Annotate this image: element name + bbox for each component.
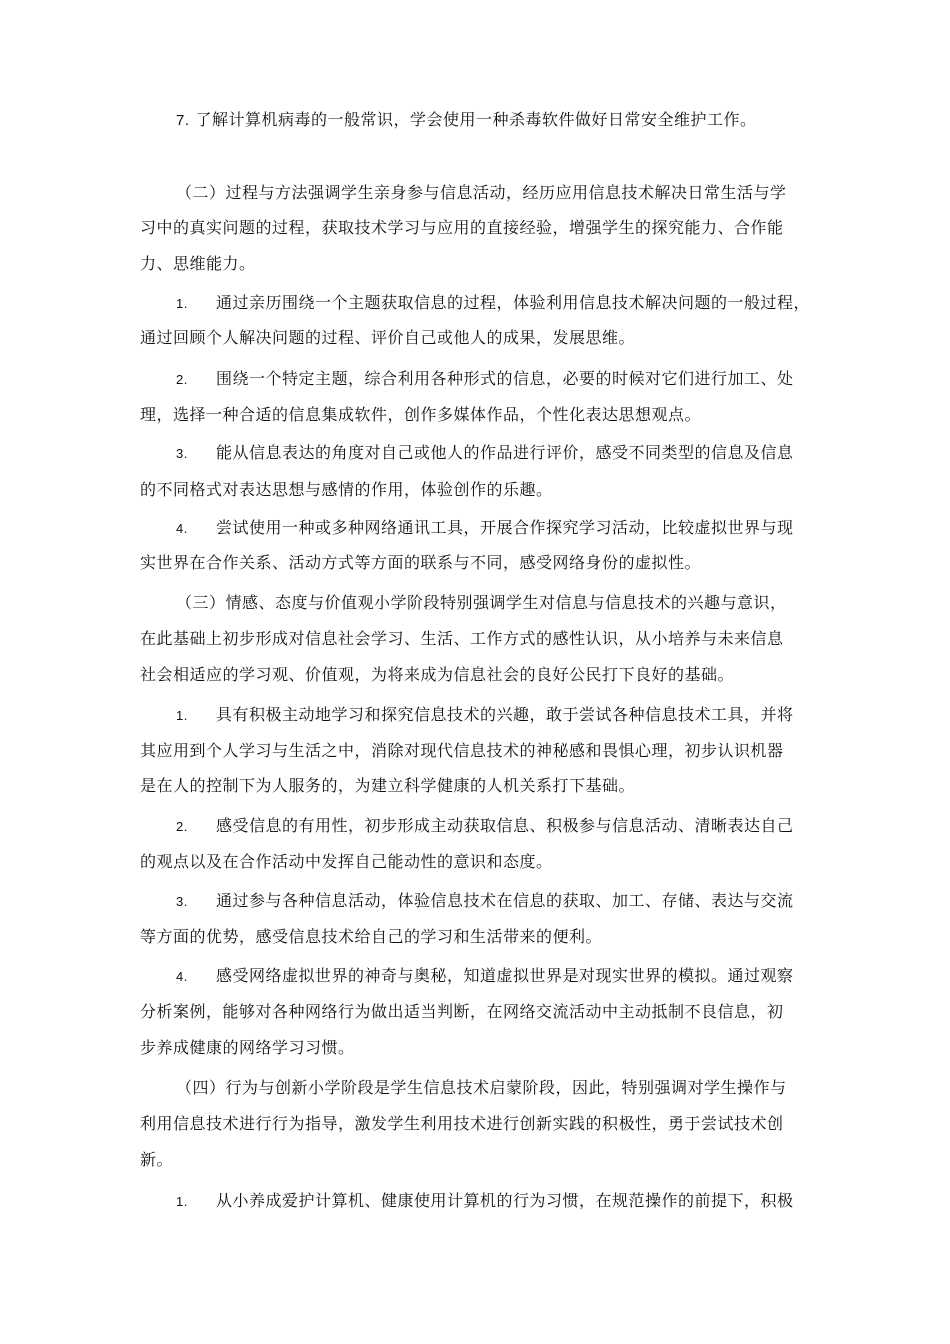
sec3-heading-line-3: 社会相适应的学习观、价值观，为将来成为信息社会的良好公民打下良好的基础。 <box>140 665 735 684</box>
sec2-item-3-line-2: 的不同格式对表达思想与感情的作用，体验创作的乐趣。 <box>140 480 553 499</box>
sec3-item-3-line-2: 等方面的优势，感受信息技术给自己的学习和生活带来的便利。 <box>140 927 603 946</box>
sec3-item-3-line-1 <box>140 890 794 913</box>
sec2-item-4-line-2: 实世界在合作关系、活动方式等方面的联系与不同，感受网络身份的虚拟性。 <box>140 553 702 572</box>
item-7-text: 了解计算机病毒的一般常识，学会使用一种杀毒软件做好日常安全维护工作。 <box>195 110 757 129</box>
sec3-item-2-text: 感受信息的有用性，初步形成主动获取信息、积极参与信息活动、清晰表达自己 <box>216 816 794 835</box>
sec3-item-3-number: 3. <box>176 894 188 909</box>
item-7-line <box>176 109 757 132</box>
sec2-item-1-line-1 <box>140 292 810 315</box>
sec2-item-1-line-2: 通过回顾个人解决问题的过程、评价自己或他人的成果，发展思维。 <box>140 328 636 347</box>
sec2-item-2-text: 围绕一个特定主题，综合利用各种形式的信息，必要的时候对它们进行加工、处 <box>216 369 794 388</box>
sec3-item-4-line-3: 步养成健康的网络学习习惯。 <box>140 1038 355 1057</box>
sec3-item-2-line-2: 的观点以及在合作活动中发挥自己能动性的意识和态度。 <box>140 852 553 871</box>
sec4-item-1-number: 1. <box>176 1194 188 1209</box>
sec3-item-2-line-1 <box>140 815 794 838</box>
sec3-item-3-text: 通过参与各种信息活动，体验信息技术在信息的获取、加工、存储、表达与交流 <box>216 891 794 910</box>
sec2-item-1-text: 通过亲历围绕一个主题获取信息的过程，体验利用信息技术解决问题的一般过程， <box>216 293 811 312</box>
sec3-item-4-line-1 <box>140 965 794 988</box>
sec2-item-1-number: 1. <box>176 296 188 311</box>
sec3-item-4-line-2: 分析案例，能够对各种网络行为做出适当判断，在网络交流活动中主动抵制不良信息，初 <box>140 1002 784 1021</box>
sec2-heading-line-3: 力、思维能力。 <box>140 254 256 273</box>
sec3-item-1-line-3: 是在人的控制下为人服务的，为建立科学健康的人机关系打下基础。 <box>140 776 636 795</box>
sec4-heading-line-1: （四）行为与创新小学阶段是学生信息技术启蒙阶段，因此，特别强调对学生操作与 <box>176 1078 787 1097</box>
sec3-item-1-text: 具有积极主动地学习和探究信息技术的兴趣，敢于尝试各种信息技术工具，并将 <box>216 705 794 724</box>
sec2-item-3-number: 3. <box>176 446 188 461</box>
sec3-heading-line-2: 在此基础上初步形成对信息社会学习、生活、工作方式的感性认识，从小培养与未来信息 <box>140 629 784 648</box>
sec2-item-2-number: 2. <box>176 372 188 387</box>
sec3-item-4-text: 感受网络虚拟世界的神奇与奥秘，知道虚拟世界是对现实世界的模拟。通过观察 <box>216 966 794 985</box>
item-7-number: 7. <box>176 112 190 129</box>
sec3-item-1-number: 1. <box>176 708 188 723</box>
sec4-item-1-text: 从小养成爱护计算机、健康使用计算机的行为习惯，在规范操作的前提下，积极 <box>216 1191 794 1210</box>
sec2-item-4-line-1 <box>140 517 794 540</box>
sec4-heading-line-3: 新。 <box>140 1150 174 1169</box>
sec3-item-1-line-1 <box>140 704 794 727</box>
sec2-heading-line-1: （二）过程与方法强调学生亲身参与信息活动，经历应用信息技术解决日常生活与学 <box>176 183 787 202</box>
sec2-item-4-text: 尝试使用一种或多种网络通讯工具，开展合作探究学习活动，比较虚拟世界与现 <box>216 518 794 537</box>
sec3-heading-line-1: （三）情感、态度与价值观小学阶段特别强调学生对信息与信息技术的兴趣与意识， <box>176 593 787 612</box>
sec4-item-1-line-1 <box>140 1190 794 1213</box>
sec2-item-2-line-2: 理，选择一种合适的信息集成软件，创作多媒体作品，个性化表达思想观点。 <box>140 405 702 424</box>
sec2-item-3-text: 能从信息表达的角度对自己或他人的作品进行评价，感受不同类型的信息及信息 <box>216 443 794 462</box>
sec2-item-4-number: 4. <box>176 521 188 536</box>
sec3-item-1-line-2: 其应用到个人学习与生活之中，消除对现代信息技术的神秘感和畏惧心理，初步认识机器 <box>140 741 784 760</box>
sec4-heading-line-2: 利用信息技术进行行为指导，激发学生利用技术进行创新实践的积极性，勇于尝试技术创 <box>140 1114 784 1133</box>
sec3-item-4-number: 4. <box>176 969 188 984</box>
sec3-item-2-number: 2. <box>176 819 188 834</box>
sec2-item-3-line-1 <box>140 442 794 465</box>
sec2-item-2-line-1 <box>140 368 794 391</box>
sec2-heading-line-2: 习中的真实问题的过程，获取技术学习与应用的直接经验，增强学生的探究能力、合作能 <box>140 218 784 237</box>
